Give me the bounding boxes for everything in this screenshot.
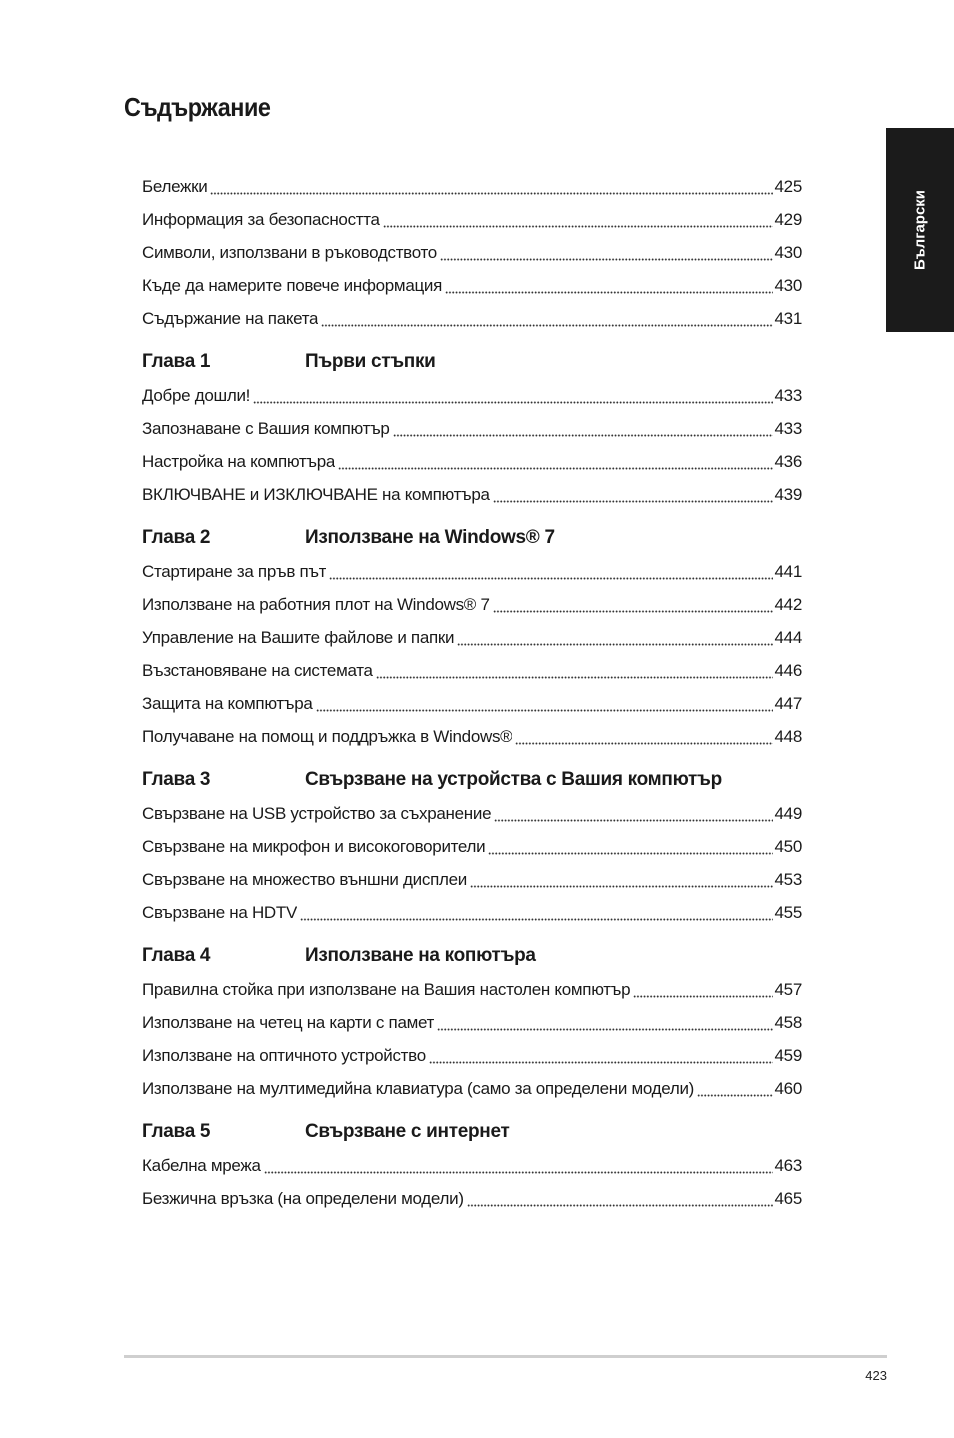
dot-leader — [300, 903, 773, 923]
toc-entry-text: Управление на Вашите файлове и папки — [142, 628, 455, 647]
dot-leader — [457, 628, 772, 648]
dot-leader — [488, 837, 772, 857]
toc-entry-page: 453 — [774, 870, 802, 889]
toc-entry[interactable] — [142, 615, 802, 648]
chapter-title: Използване на копютъра — [305, 945, 536, 966]
dot-leader — [253, 386, 772, 406]
toc-entry[interactable] — [142, 1066, 802, 1099]
chapter-title: Свързване на устройства с Вашия компютър — [305, 769, 722, 790]
toc-entry[interactable] — [142, 439, 802, 472]
footer-divider — [124, 1355, 887, 1358]
toc-entry[interactable] — [142, 648, 802, 681]
dot-leader — [429, 1046, 773, 1066]
toc-entry[interactable] — [142, 681, 802, 714]
toc-entry-page: 439 — [774, 485, 802, 504]
toc-entry-text: Безжична връзка (на определени модели) — [142, 1189, 464, 1208]
toc-entry-text: Използване на четец на карти с памет — [142, 1013, 435, 1032]
dot-leader — [338, 452, 772, 472]
toc-entry[interactable] — [142, 263, 802, 296]
toc-entry-text: Стартиране за пръв път — [142, 562, 327, 581]
toc-entry-text: Използване на работния плот на Windows® 7 — [142, 595, 490, 614]
toc-entry-text: Настройка на компютъра — [142, 452, 336, 471]
toc-entry-page: 459 — [774, 1046, 802, 1065]
language-tab-label: Български — [911, 189, 929, 271]
dot-leader — [316, 694, 773, 714]
toc-entry-text: Свързване на HDTV — [142, 903, 298, 922]
toc-entry-page: 430 — [774, 243, 802, 262]
dot-leader — [470, 870, 773, 890]
page-title: Съдържание — [124, 92, 271, 122]
chapter-number: Глава 3 — [142, 769, 211, 790]
toc-entry-page: 425 — [774, 177, 802, 196]
chapter-heading[interactable] — [142, 938, 802, 967]
toc-entry-text: ВКЛЮЧВАНЕ и ИЗКЛЮЧВАНЕ на компютъра — [142, 485, 490, 504]
toc-entry-text: Добре дошли! — [142, 386, 251, 405]
toc-entry-page: 458 — [774, 1013, 802, 1032]
dot-leader — [393, 419, 773, 439]
dot-leader — [264, 1156, 773, 1176]
toc-entry-text: Получаване на помощ и поддръжка в Windows® — [142, 727, 513, 746]
chapter-number: Глава 4 — [142, 945, 211, 966]
toc-entry-page: 442 — [774, 595, 802, 614]
toc-entry-page: 450 — [774, 837, 802, 856]
toc-entry-page: 449 — [774, 804, 802, 823]
toc-entry-text: Възстановяване на системата — [142, 661, 373, 680]
toc-entry-page: 457 — [774, 980, 802, 999]
toc-entry[interactable] — [142, 791, 802, 824]
dot-leader — [383, 210, 773, 230]
chapter-number: Глава 1 — [142, 351, 211, 372]
toc-entry-text: Свързване на множество външни дисплеи — [142, 870, 467, 889]
toc-entry-page: 430 — [774, 276, 802, 295]
front-matter-entries — [142, 164, 802, 329]
toc-entry[interactable] — [142, 472, 802, 505]
toc-entry-text: Свързване на USB устройство за съхранение — [142, 804, 492, 823]
dot-leader — [493, 485, 773, 505]
dot-leader — [437, 1013, 772, 1033]
dot-leader — [493, 595, 773, 615]
toc-entry-text: Кабелна мрежа — [142, 1156, 261, 1175]
dot-leader — [329, 562, 772, 582]
table-of-contents — [142, 164, 802, 1209]
toc-entry[interactable] — [142, 967, 802, 1000]
dot-leader — [494, 804, 772, 824]
toc-entry-text: Къде да намерите повече информация — [142, 276, 443, 295]
chapter-number: Глава 2 — [142, 527, 211, 548]
toc-entry-text: Бележки — [142, 177, 208, 196]
toc-entry[interactable] — [142, 197, 802, 230]
toc-entry-page: 433 — [774, 386, 802, 405]
toc-entry-page: 465 — [774, 1189, 802, 1208]
toc-entry[interactable] — [142, 373, 802, 406]
chapter-heading[interactable] — [142, 520, 802, 549]
toc-entry[interactable] — [142, 582, 802, 615]
toc-entry[interactable] — [142, 857, 802, 890]
chapter-title: Използване на Windows® 7 — [305, 527, 555, 548]
toc-entry[interactable] — [142, 824, 802, 857]
toc-entry-page: 448 — [774, 727, 802, 746]
toc-entry[interactable] — [142, 1176, 802, 1209]
dot-leader — [445, 276, 773, 296]
dot-leader — [633, 980, 772, 1000]
toc-entry-text: Използване на мултимедийна клавиатура (само за определени модели) — [142, 1079, 695, 1098]
toc-entry-text: Символи, използвани в ръководството — [142, 243, 437, 262]
dot-leader — [697, 1079, 773, 1099]
toc-entry[interactable] — [142, 164, 802, 197]
toc-entry[interactable] — [142, 714, 802, 747]
toc-entry[interactable] — [142, 890, 802, 923]
toc-entry-page: 441 — [774, 562, 802, 581]
chapter-title: Свързване с интернет — [305, 1121, 510, 1142]
toc-entry-text: Запознаване с Вашия компютър — [142, 419, 390, 438]
chapter-title: Първи стъпки — [305, 351, 436, 372]
toc-entry[interactable] — [142, 406, 802, 439]
toc-entry-page: 433 — [774, 419, 802, 438]
chapter-heading[interactable] — [142, 762, 802, 791]
toc-entry-page: 460 — [774, 1079, 802, 1098]
toc-entry-page: 446 — [774, 661, 802, 680]
toc-entry[interactable] — [142, 1000, 802, 1033]
language-side-tab — [886, 128, 954, 332]
chapter-heading[interactable] — [142, 1114, 802, 1143]
toc-entry[interactable] — [142, 296, 802, 329]
toc-entry-page: 463 — [774, 1156, 802, 1175]
chapter-number: Глава 5 — [142, 1121, 211, 1142]
dot-leader — [467, 1189, 773, 1209]
toc-entry[interactable] — [142, 1143, 802, 1176]
toc-entry-text: Свързване на микрофон и високоговорители — [142, 837, 486, 856]
toc-entry[interactable] — [142, 549, 802, 582]
toc-entry-page: 455 — [774, 903, 802, 922]
toc-entry[interactable] — [142, 230, 802, 263]
toc-entry-text: Използване на оптичното устройство — [142, 1046, 426, 1065]
chapter-heading[interactable] — [142, 344, 802, 373]
toc-entry-text: Информация за безопасността — [142, 210, 380, 229]
toc-entry-text: Правилна стойка при използване на Вашия настолен компютър — [142, 980, 631, 999]
dot-leader — [210, 177, 772, 197]
toc-entry-page: 429 — [774, 210, 802, 229]
dot-leader — [376, 661, 773, 681]
toc-entry[interactable] — [142, 1033, 802, 1066]
dot-leader — [440, 243, 773, 263]
toc-entry-page: 447 — [774, 694, 802, 713]
page-number: 423 — [865, 1368, 887, 1383]
toc-entry-text: Защита на компютъра — [142, 694, 313, 713]
toc-entry-page: 436 — [774, 452, 802, 471]
toc-entry-page: 444 — [774, 628, 802, 647]
toc-entry-page: 431 — [774, 309, 802, 328]
dot-leader — [321, 309, 772, 329]
dot-leader — [515, 727, 772, 747]
toc-entry-text: Съдържание на пакета — [142, 309, 319, 328]
